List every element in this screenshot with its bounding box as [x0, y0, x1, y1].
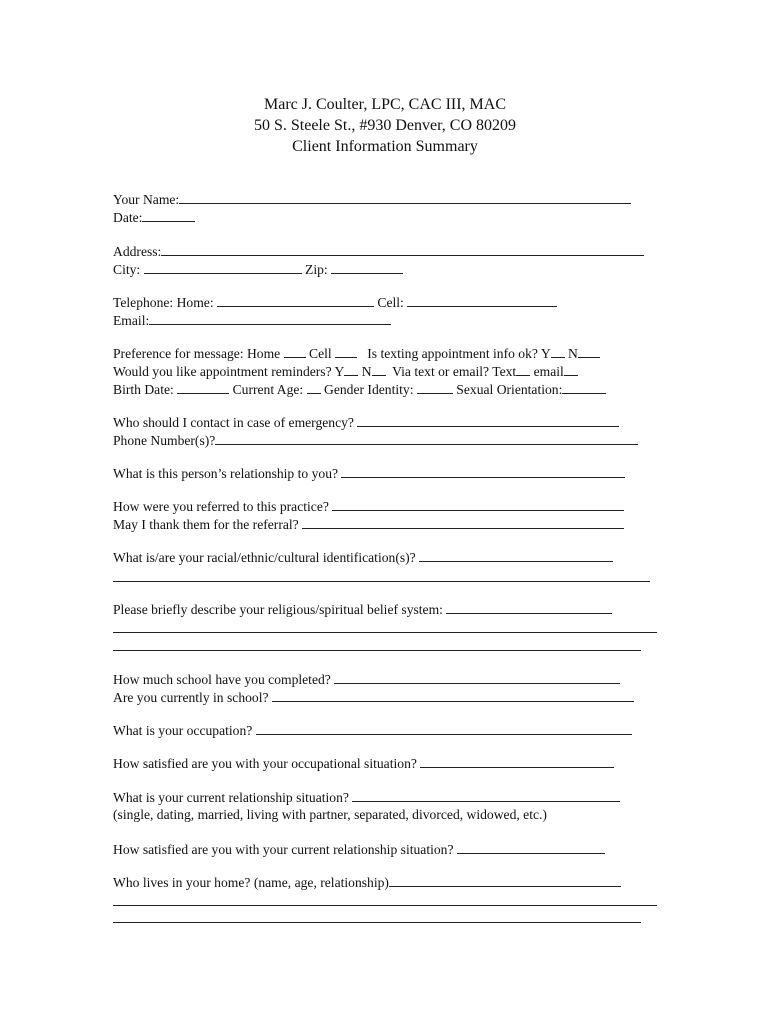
current-age-field[interactable] — [307, 380, 321, 394]
cell-label: Cell: — [377, 295, 404, 310]
reminders-n-label: N — [361, 364, 372, 379]
referred-row — [113, 497, 624, 515]
racial-row — [113, 548, 613, 566]
racial-extra-line[interactable] — [113, 581, 650, 582]
city-zip-row — [113, 260, 403, 278]
home-field[interactable] — [389, 873, 621, 887]
religious-field[interactable] — [446, 600, 612, 614]
phone-numbers-label: Phone Number(s)? — [113, 433, 216, 448]
home-extra-line-1[interactable] — [113, 905, 657, 906]
rel-situation-field[interactable] — [352, 788, 620, 802]
occupation-field[interactable] — [256, 721, 632, 735]
thank-label: May I thank them for the referral? — [113, 517, 299, 532]
in-school-row — [113, 688, 634, 706]
birth-date-field[interactable] — [177, 380, 229, 394]
texting-label: Is texting appointment info ok? Y — [367, 346, 551, 361]
reminders-label: Would you like appointment reminders? Y — [113, 364, 345, 379]
reminders-row — [113, 362, 578, 380]
racial-label: What is/are your racial/ethnic/cultural identification(s)? — [113, 550, 416, 565]
date-row — [113, 208, 195, 226]
religious-row — [113, 600, 612, 618]
emergency-label: Who should I contact in case of emergency? — [113, 415, 354, 430]
pref-cell-field[interactable] — [335, 344, 357, 358]
rel-options-text: (single, dating, married, living with partner, separated, divorced, widowed, etc.) — [113, 807, 547, 822]
via-text-field[interactable] — [516, 362, 530, 376]
birth-row — [113, 380, 606, 398]
city-field[interactable] — [144, 260, 302, 274]
school-field[interactable] — [334, 670, 620, 684]
address-label: Address: — [113, 244, 162, 259]
your-name-row — [113, 190, 631, 208]
home-label: Who lives in your home? (name, age, relationship) — [113, 875, 389, 890]
preference-label: Preference for message: Home — [113, 346, 281, 361]
in-school-field[interactable] — [272, 688, 634, 702]
address-row — [113, 242, 644, 260]
school-label: How much school have you completed? — [113, 672, 331, 687]
email-field[interactable] — [149, 311, 391, 325]
religious-extra-line-2[interactable] — [113, 650, 641, 651]
practitioner-name: Marc J. Coulter, LPC, CAC III, MAC — [263, 96, 506, 113]
phone-numbers-field[interactable] — [215, 431, 638, 445]
religious-label: Please briefly describe your religious/spiritual belief system: — [113, 602, 443, 617]
pref-home-field[interactable] — [284, 344, 306, 358]
rel-satisfied-field[interactable] — [457, 840, 605, 854]
relationship-label: What is this person’s relationship to you? — [113, 466, 339, 481]
racial-field[interactable] — [419, 548, 613, 562]
rel-situation-label: What is your current relationship situation? — [113, 790, 349, 805]
emergency-field[interactable] — [357, 413, 619, 427]
phone-numbers-row — [113, 431, 638, 449]
reminders-no-field[interactable] — [372, 362, 386, 376]
preference-row — [113, 344, 600, 362]
via-label: Via text or email? Text — [392, 364, 517, 379]
gender-field[interactable] — [417, 380, 453, 394]
telephone-home-field[interactable] — [217, 293, 374, 307]
home-row — [113, 873, 621, 891]
school-row — [113, 670, 620, 688]
referred-label: How were you referred to this practice? — [113, 499, 329, 514]
via-email-field[interactable] — [564, 362, 578, 376]
occupation-row — [113, 721, 632, 739]
rel-options-row — [113, 806, 547, 824]
city-label: City: — [113, 262, 141, 277]
reminders-yes-field[interactable] — [344, 362, 358, 376]
occ-satisfied-label: How satisfied are you with your occupational situation? — [113, 756, 417, 771]
practice-address: 50 S. Steele St., #930 Denver, CO 80209 — [253, 117, 516, 134]
rel-satisfied-label: How satisfied are you with your current relationship situation? — [113, 842, 454, 857]
occupation-label: What is your occupation? — [113, 723, 253, 738]
letterhead — [0, 94, 770, 157]
zip-field[interactable] — [331, 260, 403, 274]
date-field[interactable] — [142, 208, 195, 222]
your-name-label: Your Name: — [113, 192, 180, 207]
email-row — [113, 311, 391, 329]
your-name-field[interactable] — [179, 190, 631, 204]
orientation-field[interactable] — [562, 380, 606, 394]
gender-label: Gender Identity: — [324, 382, 414, 397]
emergency-row — [113, 413, 619, 431]
pref-cell-label: Cell — [309, 346, 332, 361]
relationship-row — [113, 464, 625, 482]
home-extra-line-2[interactable] — [113, 922, 641, 923]
referred-field[interactable] — [332, 497, 624, 511]
cell-field[interactable] — [407, 293, 557, 307]
date-label: Date: — [113, 210, 143, 225]
current-age-label: Current Age: — [232, 382, 304, 397]
rel-situation-row — [113, 788, 620, 806]
texting-no-field[interactable] — [578, 344, 600, 358]
thank-field[interactable] — [302, 515, 624, 529]
relationship-field[interactable] — [341, 464, 625, 478]
via-email-label: email — [533, 364, 564, 379]
address-field[interactable] — [161, 242, 644, 256]
telephone-home-label: Telephone: Home: — [113, 295, 214, 310]
religious-extra-line-1[interactable] — [113, 632, 657, 633]
form-title: Client Information Summary — [292, 138, 478, 155]
in-school-label: Are you currently in school? — [113, 690, 269, 705]
texting-yes-field[interactable] — [551, 344, 565, 358]
zip-label: Zip: — [305, 262, 328, 277]
occ-satisfied-row — [113, 754, 614, 772]
birth-date-label: Birth Date: — [113, 382, 174, 397]
texting-n-label: N — [568, 346, 578, 361]
email-label: Email: — [113, 313, 150, 328]
telephone-row — [113, 293, 557, 311]
orientation-label: Sexual Orientation: — [456, 382, 563, 397]
rel-satisfied-row — [113, 840, 605, 858]
thank-row — [113, 515, 624, 533]
occ-satisfied-field[interactable] — [420, 754, 614, 768]
